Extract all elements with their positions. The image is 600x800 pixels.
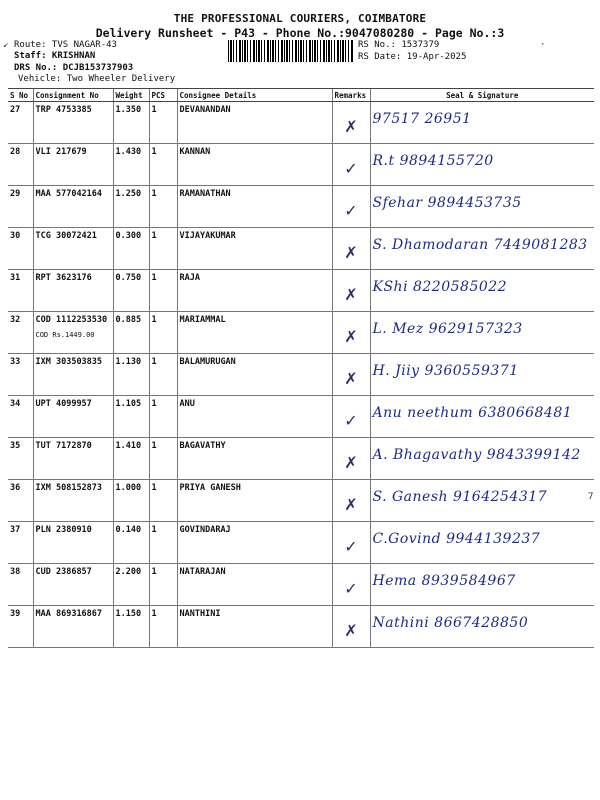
row-sno-text: 35 [10,441,21,451]
row-weight-text: 0.300 [115,231,142,241]
drs-number: DRS No.: DCJB153737903 [14,63,134,73]
row-pcs [149,270,177,312]
row-remark [332,438,370,480]
row-consignee-text: NANTHINI [179,609,221,619]
row-remark [332,396,370,438]
handwritten-signature: C.Govind 9944139237 [372,531,541,547]
row-weight-text: 2.200 [115,567,142,577]
row-consignee [177,144,332,186]
row-consignee [177,606,332,648]
row-weight-text: 0.140 [115,525,142,535]
row-consignee-text: RAMANATHAN [179,189,231,199]
scan-mark-icon: 7 [588,492,594,502]
row-weight [113,228,149,270]
handwritten-signature: A. Bhagavathy 9843399142 [372,447,581,463]
remark-mark: ✓ [344,579,358,598]
staff-label: Staff: KRISHNAN [14,51,96,61]
row-sno-text: 37 [10,525,21,535]
row-consignment-text: MAA 577042164 [35,189,103,199]
route-label: Route: TVS NAGAR-43 [14,40,117,50]
col-weight: Weight [113,89,149,102]
row-weight-text: 0.750 [115,273,142,283]
row-consignee [177,438,332,480]
remark-mark: ✗ [344,327,358,346]
row-consignee-text: NATARAJAN [179,567,226,577]
row-consignment-text: IXM 303503835 [35,357,103,367]
row-remark [332,522,370,564]
row-pcs-text: 1 [151,273,157,283]
row-pcs-text: 1 [151,231,157,241]
table-row [8,438,594,480]
row-remark [332,606,370,648]
table-row [8,144,594,186]
row-pcs [149,522,177,564]
row-signature [370,354,594,396]
row-consignee-text: GOVINDARAJ [179,525,231,535]
row-consignee [177,186,332,228]
row-pcs [149,438,177,480]
row-sno-text: 33 [10,357,21,367]
remark-mark: ✓ [344,201,358,220]
row-weight [113,354,149,396]
row-pcs [149,102,177,144]
row-signature [370,438,594,480]
remark-mark: ✗ [344,117,358,136]
remark-mark: ✗ [344,621,358,640]
scan-mark-icon: · [540,40,546,50]
row-remark [332,186,370,228]
row-weight [113,438,149,480]
row-sno [8,522,33,564]
row-sno [8,354,33,396]
row-sno-text: 28 [10,147,21,157]
row-sno [8,186,33,228]
row-sno [8,228,33,270]
row-pcs-text: 1 [151,399,157,409]
row-signature [370,396,594,438]
row-remark [332,564,370,606]
row-weight-text: 1.000 [115,483,142,493]
handwritten-signature: 97517 26951 [372,111,472,127]
cod-amount: COD Rs.1449.00 [35,331,95,339]
row-signature [370,144,594,186]
row-signature [370,564,594,606]
row-weight [113,144,149,186]
table-row [8,312,594,354]
row-remark [332,102,370,144]
row-weight [113,270,149,312]
rs-number: RS No.: 1537379 [358,40,440,50]
document-title: THE PROFESSIONAL COURIERS, COIMBATORE [173,12,427,25]
row-consignment [33,396,113,438]
row-remark [332,354,370,396]
row-sno-text: 36 [10,483,21,493]
row-consignment-text: VLI 217679 [35,147,87,157]
col-consignee: Consignee Details [177,89,332,102]
row-sno [8,270,33,312]
row-weight [113,396,149,438]
row-pcs-text: 1 [151,483,157,493]
handwritten-signature: KShi 8220585022 [372,279,508,295]
row-consignee [177,480,332,522]
handwritten-signature: S. Ganesh 9164254317 [372,489,548,505]
row-pcs-text: 1 [151,315,157,325]
row-pcs-text: 1 [151,105,157,115]
row-consignment [33,228,113,270]
row-weight [113,522,149,564]
row-consignee-text: VIJAYAKUMAR [179,231,236,241]
row-signature [370,186,594,228]
row-pcs-text: 1 [151,525,157,535]
table-row [8,564,594,606]
row-consignee-text: BAGAVATHY [179,441,226,451]
row-remark [332,480,370,522]
runsheet-table [8,88,594,648]
handwritten-signature: Anu neethum 6380668481 [372,405,573,421]
row-consignee [177,354,332,396]
row-pcs [149,228,177,270]
row-consignment-text: MAA 869316867 [35,609,103,619]
row-remark [332,270,370,312]
barcode [228,40,353,62]
row-pcs [149,354,177,396]
table-row [8,522,594,564]
row-weight-text: 1.150 [115,609,142,619]
row-weight [113,564,149,606]
col-signature: Seal & Signature [370,89,594,102]
handwritten-signature: S. Dhamodaran 7449081283 [372,237,588,253]
row-consignment [33,144,113,186]
row-pcs [149,312,177,354]
row-consignee-text: PRIYA GANESH [179,483,241,493]
row-consignment [33,480,113,522]
row-pcs [149,144,177,186]
row-pcs-text: 1 [151,189,157,199]
remark-mark: ✗ [344,495,358,514]
row-sno [8,480,33,522]
row-sno [8,606,33,648]
handwritten-signature: Nathini 8667428850 [372,615,529,631]
row-sno-text: 30 [10,231,21,241]
row-pcs-text: 1 [151,567,157,577]
row-remark [332,228,370,270]
remark-mark: ✓ [344,537,358,556]
row-consignment [33,186,113,228]
row-signature [370,270,594,312]
row-weight-text: 0.885 [115,315,142,325]
row-consignee [177,396,332,438]
handwritten-signature: R.t 9894155720 [372,153,494,169]
row-consignee [177,522,332,564]
row-consignee-text: RAJA [179,273,200,283]
row-pcs-text: 1 [151,357,157,367]
remark-mark: ✗ [344,453,358,472]
row-consignment-text: RPT 3623176 [35,273,92,283]
row-sno [8,564,33,606]
row-consignment-text: TUT 7172870 [35,441,92,451]
row-sno-text: 27 [10,105,21,115]
row-consignment-text: TRP 4753385 [35,105,92,115]
row-sno-text: 39 [10,609,21,619]
row-consignment [33,606,113,648]
row-sno-text: 29 [10,189,21,199]
row-consignment [33,354,113,396]
row-weight [113,312,149,354]
remark-mark: ✗ [344,369,358,388]
table-row [8,480,594,522]
row-weight [113,102,149,144]
handwritten-signature: H. Jiiy 9360559371 [372,363,519,379]
row-sno [8,144,33,186]
row-consignee [177,102,332,144]
row-sno [8,312,33,354]
row-weight [113,480,149,522]
row-signature [370,606,594,648]
col-consignment: Consignment No [33,89,113,102]
table-row [8,102,594,144]
row-consignee [177,228,332,270]
row-pcs-text: 1 [151,609,157,619]
row-consignment [33,312,113,354]
scan-mark-icon: ↙ [3,40,9,50]
row-signature [370,480,594,522]
row-signature [370,312,594,354]
row-pcs-text: 1 [151,441,157,451]
row-pcs [149,480,177,522]
row-consignment [33,564,113,606]
row-consignment-text: TCG 30072421 [35,231,97,241]
runsheet-subtitle: Delivery Runsheet - P43 - Phone No.:9047080280 - Page No.:3 [95,26,505,40]
table-row [8,354,594,396]
row-pcs [149,564,177,606]
vehicle-label: Vehicle: Two Wheeler Delivery [18,74,176,84]
row-sno-text: 38 [10,567,21,577]
row-sno [8,102,33,144]
row-consignment-text: COD 1112253530 [35,315,108,325]
row-weight-text: 1.105 [115,399,142,409]
row-pcs [149,396,177,438]
table-row [8,186,594,228]
handwritten-signature: Hema 8939584967 [372,573,516,589]
row-weight-text: 1.130 [115,357,142,367]
row-weight-text: 1.410 [115,441,142,451]
row-pcs-text: 1 [151,147,157,157]
col-remarks: Remarks [332,89,370,102]
row-weight-text: 1.250 [115,189,142,199]
row-consignee-text: DEVANANDAN [179,105,231,115]
row-sno-text: 34 [10,399,21,409]
rs-date: RS Date: 19-Apr-2025 [358,52,467,62]
table-row [8,228,594,270]
handwritten-signature: L. Mez 9629157323 [372,321,523,337]
remark-mark: ✓ [344,159,358,178]
row-sno-text: 32 [10,315,21,325]
row-sno [8,438,33,480]
row-consignment [33,522,113,564]
remark-mark: ✓ [344,411,358,430]
row-consignee [177,564,332,606]
row-consignee [177,312,332,354]
row-weight [113,186,149,228]
table-row [8,606,594,648]
row-pcs [149,606,177,648]
row-weight [113,606,149,648]
handwritten-signature: Sfehar 9894453735 [372,195,522,211]
remark-mark: ✗ [344,285,358,304]
row-consignment-text: UPT 4099957 [35,399,92,409]
row-consignment [33,102,113,144]
row-consignment-text: PLN 2380910 [35,525,92,535]
row-consignment [33,438,113,480]
row-sno [8,396,33,438]
row-consignee [177,270,332,312]
row-consignment-text: IXM 508152873 [35,483,103,493]
row-consignee-text: MARIAMMAL [179,315,226,325]
col-sno: S No [8,89,33,102]
row-weight-text: 1.350 [115,105,142,115]
table-header-row [8,89,594,102]
row-signature [370,102,594,144]
row-consignee-text: ANU [179,399,195,409]
table-row [8,270,594,312]
row-weight-text: 1.430 [115,147,142,157]
row-remark [332,312,370,354]
row-consignment [33,270,113,312]
row-sno-text: 31 [10,273,21,283]
remark-mark: ✗ [344,243,358,262]
row-remark [332,144,370,186]
row-consignment-text: CUD 2386857 [35,567,92,577]
row-consignee-text: BALAMURUGAN [179,357,236,367]
col-pcs: PCS [149,89,177,102]
row-consignee-text: KANNAN [179,147,211,157]
table-row [8,396,594,438]
row-pcs [149,186,177,228]
row-signature [370,522,594,564]
row-signature [370,228,594,270]
